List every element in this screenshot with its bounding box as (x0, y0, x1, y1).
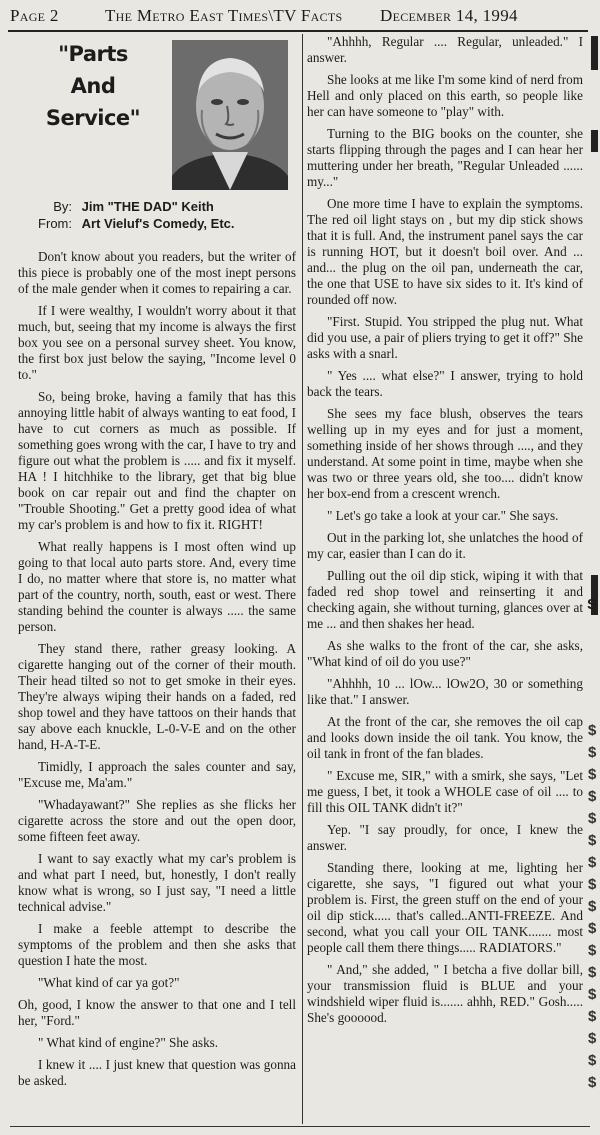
edge-mark (591, 130, 598, 152)
edge-dollar-symbol: $ (588, 942, 597, 959)
edge-dollar-symbol: $ (588, 810, 597, 827)
edge-dollar-symbol: $ (588, 854, 597, 871)
author-row (24, 198, 299, 215)
paragraph: "Ahhhh, Regular .... Regular, unleaded." I answer. (307, 34, 583, 65)
paragraph: Standing there, looking at me, lighting her cigarette, she says, "I figured out what your problem is. First, the green stuff on the end of your oil dip stick..... that's called..ANTI-FREEZE. And second, what you call your OIL TANK....... most people call them there things..... RADIATORS." (307, 860, 583, 955)
edge-dollar-symbol: $ (588, 986, 597, 1003)
paragraph: "Ahhhh, 10 ... lOw... lOw2O, 30 or something like that." I answer. (307, 676, 583, 707)
paragraph: "First. Stupid. You stripped the plug nut. What did you use, a pair of pliers trying to get it off?" She asks with a snarl. (307, 314, 583, 361)
paragraph: I want to say exactly what my car's problem is and what part I need, but, honestly, I don't really know what is wrong, so I just say, "I need a little technical advise." (18, 851, 296, 914)
paragraph: As she walks to the front of the car, she asks, "What kind of oil do you use?" (307, 638, 583, 669)
column-divider (302, 34, 303, 1124)
edge-dollar-symbol: $ (588, 898, 597, 915)
edge-dollar-symbol: $ (588, 766, 597, 783)
edge-dollar-symbol: $ (588, 1008, 597, 1025)
title-line: And (70, 74, 116, 98)
edge-dollar-symbol: $ (588, 1052, 597, 1069)
paragraph: " And," she added, " I betcha a five dollar bill, your transmission fluid is BLUE and your windshield wiper fluid is....... ahhh, RED." Gosh..... She's goooood. (307, 962, 583, 1025)
edge-dollar-symbol: $ (588, 920, 597, 937)
author-photo (172, 40, 288, 190)
title-line: Service" (45, 106, 141, 130)
paragraph: Timidly, I approach the sales counter and say, "Excuse me, Ma'am." (18, 759, 296, 790)
edge-dollar-symbol: $ (588, 876, 597, 893)
edge-dollar-symbol: $ (588, 964, 597, 981)
source-row (24, 215, 299, 232)
paragraph: Yep. "I say proudly, for once, I knew the answer. (307, 822, 583, 853)
paragraph: " Let's go take a look at your car." She says. (327, 508, 559, 523)
paragraph: "What kind of car ya got?" (38, 975, 180, 990)
source-name: Art Vieluf's Comedy, Etc. (81, 216, 235, 231)
article-column-right (307, 34, 583, 1032)
issue-date: December 14, 1994 (380, 6, 518, 25)
paragraph: She sees my face blush, observes the tears welling up in my eyes and for just a moment, something inside of her shows through ...., and they understand. At some point in time, maybe when she was two or three years old, she too.... didn't know her box-end from a crescent wrench. (307, 406, 583, 501)
edge-dollar-symbol: $ (588, 722, 597, 739)
paragraph: " Yes .... what else?" I answer, trying to hold back the tears. (307, 368, 583, 399)
author-name: Jim "THE DAD" Keith (81, 199, 214, 214)
edge-dollar-symbol: $ (588, 1074, 597, 1091)
page-header (10, 6, 585, 28)
edge-letter: S (587, 596, 598, 613)
newspaper-name: The Metro East Times\TV Facts (105, 6, 343, 25)
paragraph: Don't know about you readers, but the writer of this piece is probably one of the most inept persons of the male gender when it comes to repairing a car. (18, 249, 296, 296)
paragraph: "Whadayawant?" She replies as she flicks her cigarette across the store and out the open door, some fifteen feet away. (18, 797, 296, 844)
paragraph: If I were wealthy, I wouldn't worry about it that much, but, seeing that my income is always the first box you see on a personal survey sheet. You know, the first box just below the saying, "Income level 0 to." (18, 303, 296, 382)
paragraph: I make a feeble attempt to describe the symptoms of the problem and then she asks that question I hate the most. (18, 921, 296, 968)
paragraph: One more time I have to explain the symptoms. The red oil light stays on , but my dip stick shows that it is full. And, the instrument panel says the car is running HOT, but it doesn't boil over. And ... and... the plug on the oil pan, underneath the car, the one that USE to have six sides to it. It's kind of rounded off now. (307, 196, 583, 307)
article-title (38, 38, 148, 134)
author-portrait-image (172, 40, 288, 190)
byline (24, 198, 299, 232)
edge-dollar-symbol: $ (588, 744, 597, 761)
edge-mark (591, 36, 598, 70)
page-number: Page 2 (10, 6, 59, 25)
paragraph: Out in the parking lot, she unlatches the hood of my car, easier than I can do it. (307, 530, 583, 561)
paragraph: " What kind of engine?" She asks. (38, 1035, 219, 1050)
paragraph: So, being broke, having a family that has this annoying little habit of always wanting to eat food, I have to cut corners as much as possible. If something goes wrong with the car, I have to try and figure out what the problem is ..... and fix it myself. HA ! I hitchhike to the library, get that big blue book on car repair out and find the chapter on "Trouble Shooting." Get a pretty good idea of what my car's problem is and how to fix it. RIGHT! (18, 389, 296, 532)
paragraph: " Excuse me, SIR," with a smirk, she says, "Let me guess, I bet, it took a WHOLE case of oil .... to fill this OIL TANK didn't it?" (307, 768, 583, 815)
paragraph: I knew it .... I just knew that question was gonna be asked. (18, 1057, 296, 1088)
paragraph: She looks at me like I'm some kind of nerd from Hell and only placed on this earth, so people like her can have someone to "play" with. (307, 72, 583, 119)
header-rule (8, 30, 588, 32)
title-line: "Parts (58, 42, 128, 66)
bottom-rule (10, 1126, 590, 1127)
by-label: By: (53, 199, 72, 214)
paragraph: At the front of the car, she removes the oil cap and looks down inside the oil tank. You know, the oil tank in front of the fan blades. (307, 714, 583, 761)
paragraph: Oh, good, I know the answer to that one and I tell her, "Ford." (18, 997, 296, 1028)
paragraph: Pulling out the oil dip stick, wiping it with that faded red shop towel and reinserting it and checking again, she without turning, glances over at me ... and then shakes her head. (307, 568, 583, 631)
edge-dollar-column (588, 720, 600, 1094)
paragraph: What really happens is I most often wind up going to that local auto parts store. And, every time I do, no matter where that store is, no matter what part of the country, north, south, east or west. There standing behind the counter is always ..... the same person. (18, 539, 296, 634)
paragraph: They stand there, rather greasy looking. A cigarette hanging out of the corner of their mouth. Their head tilted so not to get smoke in their eyes. They're always wiping their hands on a faded, red shop towel and they have tattoos on their hands that say above each knuckle, L-0-V-E and on the other hand, H-A-T-E. (18, 641, 296, 752)
edge-dollar-symbol: $ (588, 832, 597, 849)
from-label: From: (38, 216, 72, 231)
paragraph: Turning to the BIG books on the counter, she starts flipping through the pages and I can hear her muttering under her breath, "Regular Unleaded ...... my..." (307, 126, 583, 189)
edge-dollar-symbol: $ (588, 788, 597, 805)
edge-dollar-symbol: $ (588, 1030, 597, 1047)
article-column-left (18, 249, 296, 1095)
